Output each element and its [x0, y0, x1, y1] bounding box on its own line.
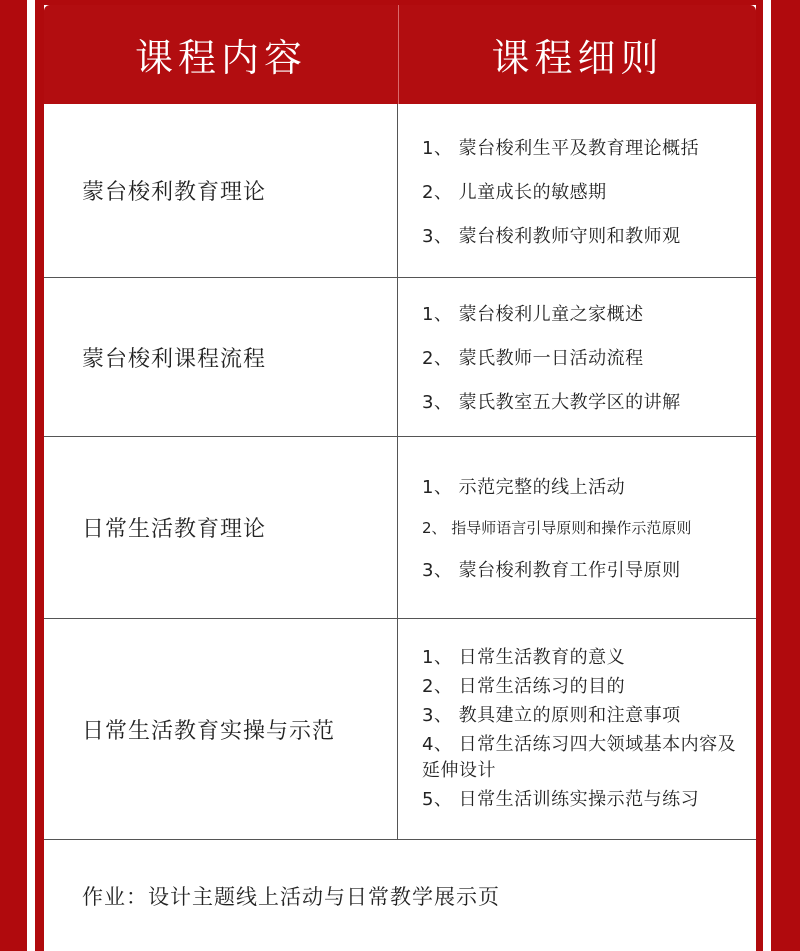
row-details: [398, 437, 756, 618]
left-border-stripe: [27, 0, 35, 951]
detail-item: 5、 日常生活训练实操示范与练习: [422, 789, 700, 810]
detail-item: 1、 日常生活教育的意义: [422, 647, 626, 668]
detail-item: 2、 指导师语言引导原则和操作示范原则: [422, 519, 692, 537]
table-row: [44, 619, 756, 840]
detail-item: 1、 蒙台梭利生平及教育理论概括: [422, 137, 700, 159]
row-content: 蒙台梭利教育理论: [44, 104, 398, 277]
table-row: [44, 437, 756, 619]
detail-item: 2、 儿童成长的敏感期: [422, 181, 607, 203]
table-header: [44, 5, 756, 104]
row-details: [398, 278, 756, 436]
detail-item: 2、 蒙氏教师一日活动流程: [422, 348, 644, 369]
detail-item: 4、 日常生活练习四大领域基本内容及延伸设计: [422, 734, 737, 781]
detail-item: 3、 教具建立的原则和注意事项: [422, 705, 681, 726]
detail-item: 3、 蒙台梭利教师守则和教师观: [422, 225, 681, 247]
detail-item: 1、 蒙台梭利儿童之家概述: [422, 304, 644, 325]
right-border-stripe: [763, 0, 771, 951]
detail-item: 1、 示范完整的线上活动: [422, 477, 626, 498]
header-course-content: 课程内容: [134, 36, 307, 80]
table-row: [44, 278, 756, 437]
detail-item: 3、 蒙台梭利教育工作引导原则: [422, 560, 681, 581]
row-details: [398, 619, 756, 839]
table-row: [44, 104, 756, 278]
row-details: [398, 104, 756, 277]
detail-item: 2、 日常生活练习的目的: [422, 676, 626, 697]
row-content: 日常生活教育实操与示范: [44, 619, 398, 839]
detail-item: 3、 蒙氏教室五大教学区的讲解: [422, 392, 681, 413]
row-content: 日常生活教育理论: [44, 437, 398, 618]
header-course-details: 课程细则: [398, 5, 756, 104]
homework-note: 作业：设计主题线上活动与日常教学展示页: [82, 884, 500, 909]
row-content: 蒙台梭利课程流程: [44, 278, 398, 436]
